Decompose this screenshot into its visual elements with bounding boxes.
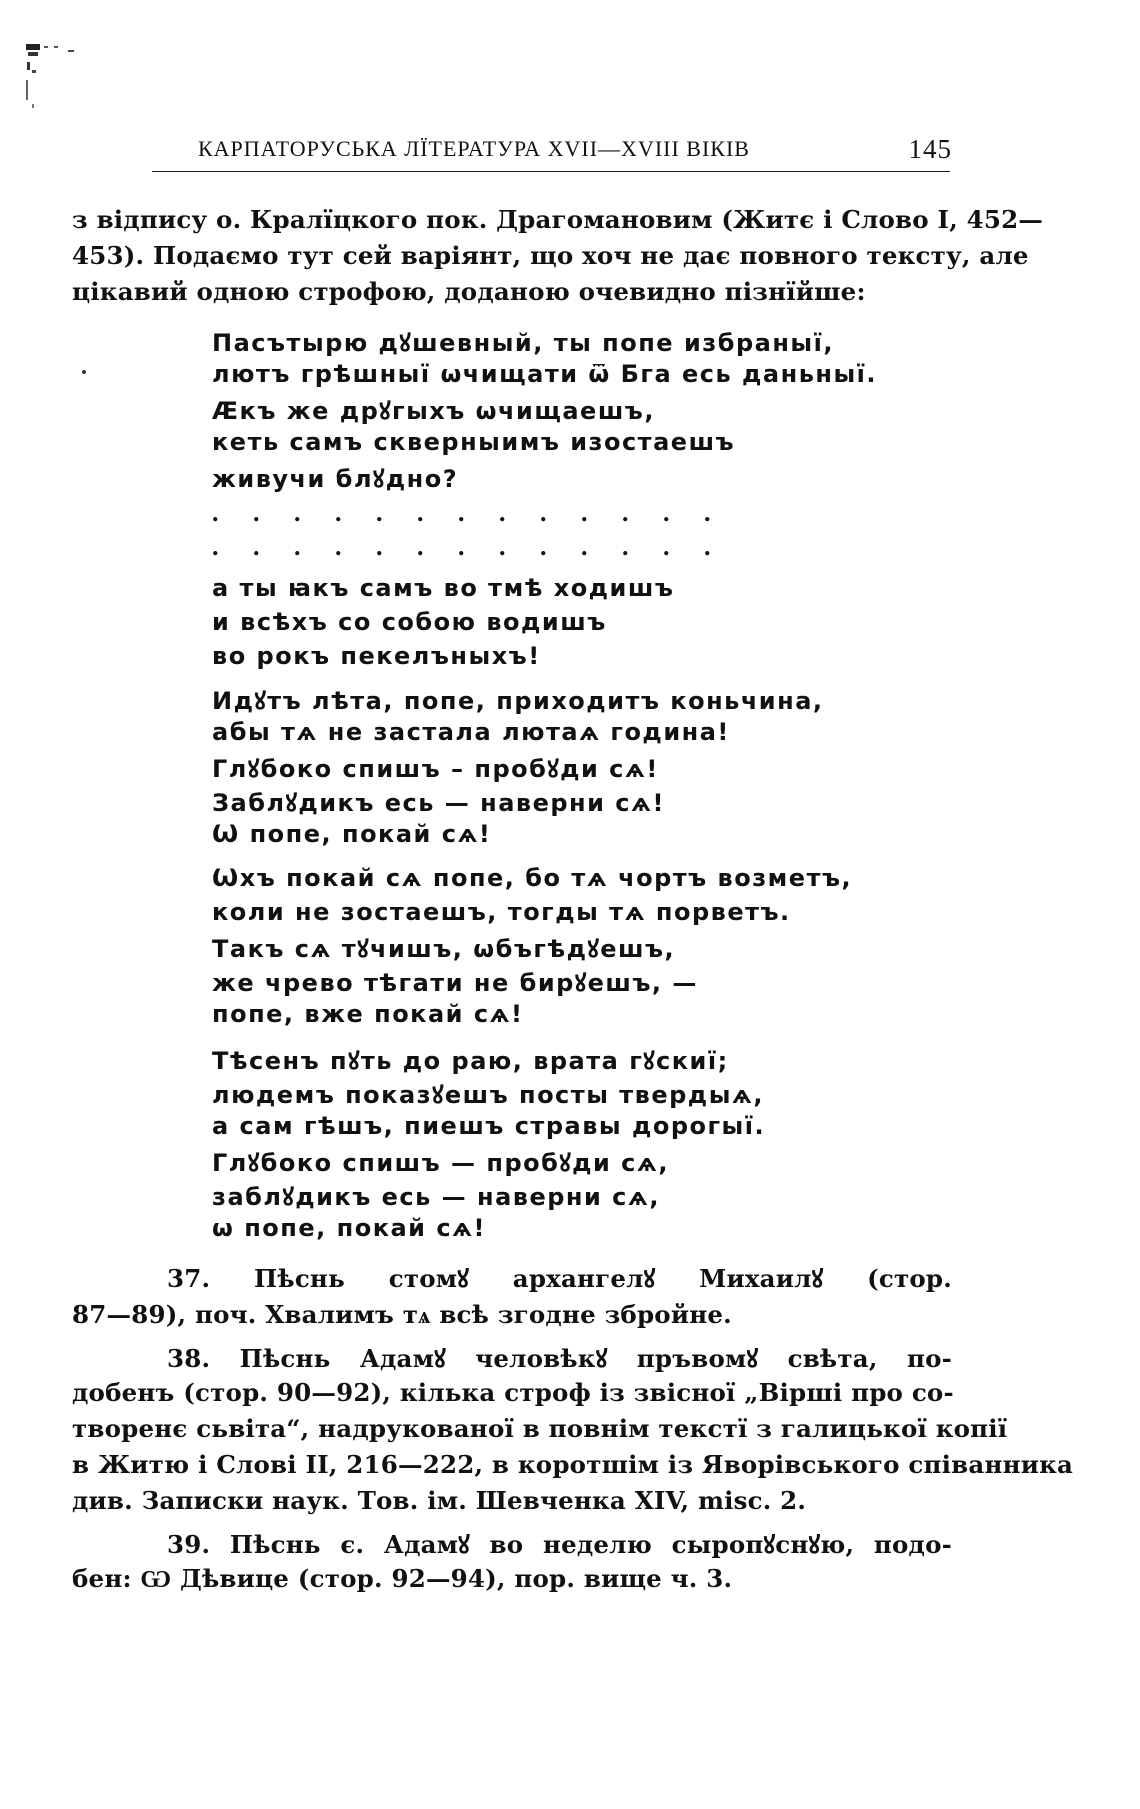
verse-line: Ӕкъ же дрꙋгыхъ ѡчищаешъ, (212, 397, 655, 425)
scan-artifact-mark (24, 40, 84, 120)
entry-line: 87—89), поч. Хвалимъ тѧ всѣ згодне збройне. (72, 1300, 732, 1329)
verse-line: Глꙋбоко спишъ – пробꙋди сѧ! (212, 755, 659, 783)
paragraph-line: з відпису о. Кралїцкого пок. Драгомановим (Житє і Слово I, 452— (72, 205, 1044, 234)
entry-line: 38. Пѣснь Адамꙋ человѣкꙋ пръвомꙋ свѣта, по- (167, 1344, 952, 1373)
ellipsis-row: . . . . . . . . . . . . . (212, 532, 725, 561)
verse-line: а сам гѣшъ, пиешъ стравы дорогыї. (212, 1112, 766, 1140)
verse-line: и всѣхъ со собою водишъ (212, 608, 607, 636)
entry-line: бен: Ѡ Дѣвице (стор. 92—94), пор. вище ч. 3. (72, 1564, 733, 1593)
verse-line: абы тѧ не застала лютаѧ година! (212, 718, 730, 746)
paragraph-line: цікавий одною строфою, доданою очевидно пізнїйше: (72, 277, 866, 306)
ellipsis-row: . . . . . . . . . . . . . (212, 498, 725, 527)
stray-ink-dot (82, 370, 86, 374)
verse-line: попе, вже покай сѧ! (212, 1000, 524, 1028)
verse-line: коли не зостаешъ, тогды тѧ порветъ. (212, 898, 791, 926)
page-number: 145 (908, 134, 952, 164)
header-rule (152, 171, 950, 172)
running-header (152, 128, 952, 168)
entry-line: див. Записки наук. Тов. ім. Шевченка XIV, misc. 2. (72, 1486, 807, 1515)
verse-line: Заблꙋдикъ есь — наверни сѧ! (212, 789, 665, 817)
entry-line: 37. Пѣснь стомꙋ архангелꙋ Михаилꙋ (стор. (167, 1264, 952, 1293)
verse-line: Пасътырю дꙋшевный, ты попе избраныї, (212, 329, 834, 357)
verse-line: Идꙋтъ лѣта, попе, приходитъ коньчина, (212, 687, 824, 715)
verse-line: заблꙋдикъ есь — наверни сѧ, (212, 1183, 660, 1211)
running-header-title: КАРПАТОРУСЬКА ЛЇТЕРАТУРА XVII—XVIII ВІКІВ (198, 136, 750, 161)
verse-line: а ты ꙗкъ самъ во тмѣ ходишъ (212, 574, 675, 602)
verse-line: ѡ попе, покай сѧ! (212, 1214, 486, 1242)
verse-line: Глꙋбоко спишъ — пробꙋди сѧ, (212, 1149, 669, 1177)
verse-line: людемъ показꙋешъ посты твердыѧ, (212, 1081, 764, 1109)
entry-line: в Житю і Слові II, 216—222, в коротшім із Яворівського співанника (72, 1450, 1074, 1479)
verse-line: Тѣсенъ пꙋть до раю, врата гꙋскиї; (212, 1047, 729, 1075)
verse-line: кеть самъ скверныимъ изостаешъ (212, 428, 736, 456)
verse-line: лютъ грѣшныї ѡчищати ѿ Бга есь даньныї. (212, 360, 878, 388)
verse-line: Ѡ попе, покай сѧ! (212, 820, 492, 848)
entry-line: добенъ (стор. 90—92), кілька строф із звісної „Вірші про со- (72, 1378, 954, 1407)
verse-line: же чрево тѣгати не бирꙋешъ, — (212, 969, 698, 997)
verse-line: Такъ сѧ тꙋчишъ, ѡбъгѣдꙋешъ, (212, 935, 676, 963)
verse-line: Ѡхъ покай сѧ попе, бо тѧ чортъ возметъ, (212, 864, 853, 892)
entry-line: 39. Пѣснь є. Адамꙋ во неделю сыропꙋснꙋю, подо- (167, 1530, 952, 1559)
entry-line: творенє сьвіта“, надрукованої в повнім текстї з галицької копії (72, 1414, 1008, 1443)
paragraph-line: 453). Подаємо тут сей варіянт, що хоч не дає повного тексту, але (72, 241, 1029, 270)
verse-line: живучи блꙋдно? (212, 465, 459, 493)
verse-line: во рокъ пекелъныхъ! (212, 642, 541, 670)
